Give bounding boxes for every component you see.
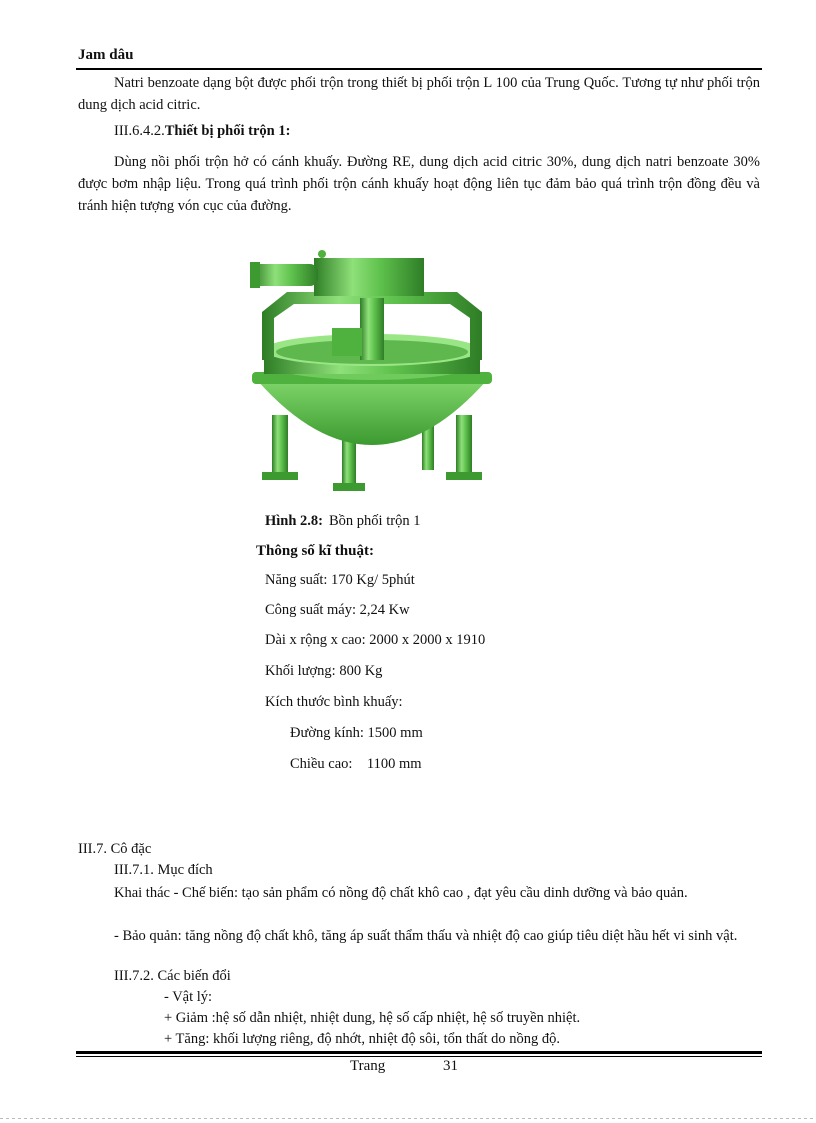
spec-sub-item: Chiều cao: 1100 mm <box>290 756 422 772</box>
mixing-tank-icon <box>232 250 512 502</box>
section-7-2-title: III.7.2. Các biến đổi <box>114 968 231 984</box>
list-item: - Vật lý: <box>164 989 213 1005</box>
spec-item: Kích thước bình khuấy: <box>265 694 403 710</box>
section-7-1-paragraph: Khai thác - Chế biến: tạo sản phẩm có nồng độ chất khô cao , đạt yêu cầu dinh dưỡng và bảo quản. <box>114 885 688 901</box>
figure-caption-text: Bồn phối trộn 1 <box>329 513 421 529</box>
section-7-1-paragraph-2: - Bảo quản: tăng nồng độ chất khô, tăng áp suất thẩm thấu và nhiệt độ cao giúp tiêu diệt hầu hết vi sinh vật. <box>114 928 738 944</box>
section-title: Thiết bị phối trộn 1: <box>164 123 291 139</box>
specs-title: Thông số kĩ thuật: <box>256 543 374 559</box>
spec-item: Khối lượng: 800 Kg <box>265 663 383 679</box>
list-item: + Giảm :hệ số dẫn nhiệt, nhiệt dung, hệ số cấp nhiệt, hệ số truyền nhiệt. <box>164 1010 581 1026</box>
figure-label: Hình 2.8: <box>265 513 324 529</box>
section-642-paragraph: Dùng nồi phối trộn hở có cánh khuấy. Đường RE, dung dịch acid citric 30%, dung dịch natri benzoate 30% được bơm nhập liệu. Trong quá trình phối trộn cánh khuấy hoạt động liên tục đảm bảo quá trình trộn đồng đều và tránh hiện tượng vón cục của đường. <box>78 154 760 214</box>
page-number: 31 <box>443 1058 458 1074</box>
section-7-1-title: III.7.1. Mục đích <box>114 862 213 878</box>
intro-paragraph: Natri benzoate dạng bột được phối trộn trong thiết bị phối trộn L 100 của Trung Quốc. Tương tự như phối trộn dung dịch acid citric. <box>78 75 760 113</box>
section-number: III.6.4.2. <box>114 123 165 139</box>
section-heading-642 <box>114 123 290 140</box>
footer-rule <box>76 1051 762 1054</box>
footer-label: Trang <box>350 1058 386 1074</box>
spec-item: Dài x rộng x cao: 2000 x 2000 x 1910 <box>265 632 486 648</box>
page-bottom-dotted-border <box>0 1118 816 1120</box>
footer-rule-thin <box>76 1056 762 1057</box>
spec-sub-item: Đường kính: 1500 mm <box>290 725 423 741</box>
spec-item: Công suất máy: 2,24 Kw <box>265 602 410 618</box>
figure-caption <box>265 513 420 530</box>
section-7-title: III.7. Cô đặc <box>78 841 152 857</box>
list-item: + Tăng: khối lượng riêng, độ nhớt, nhiệt độ sôi, tổn thất do nồng độ. <box>164 1031 560 1047</box>
spec-item: Năng suất: 170 Kg/ 5phút <box>265 572 415 588</box>
header-rule <box>76 68 762 70</box>
page-header-title: Jam dâu <box>78 47 134 63</box>
mixing-tank-figure <box>232 250 512 502</box>
page-footer <box>350 1058 458 1075</box>
